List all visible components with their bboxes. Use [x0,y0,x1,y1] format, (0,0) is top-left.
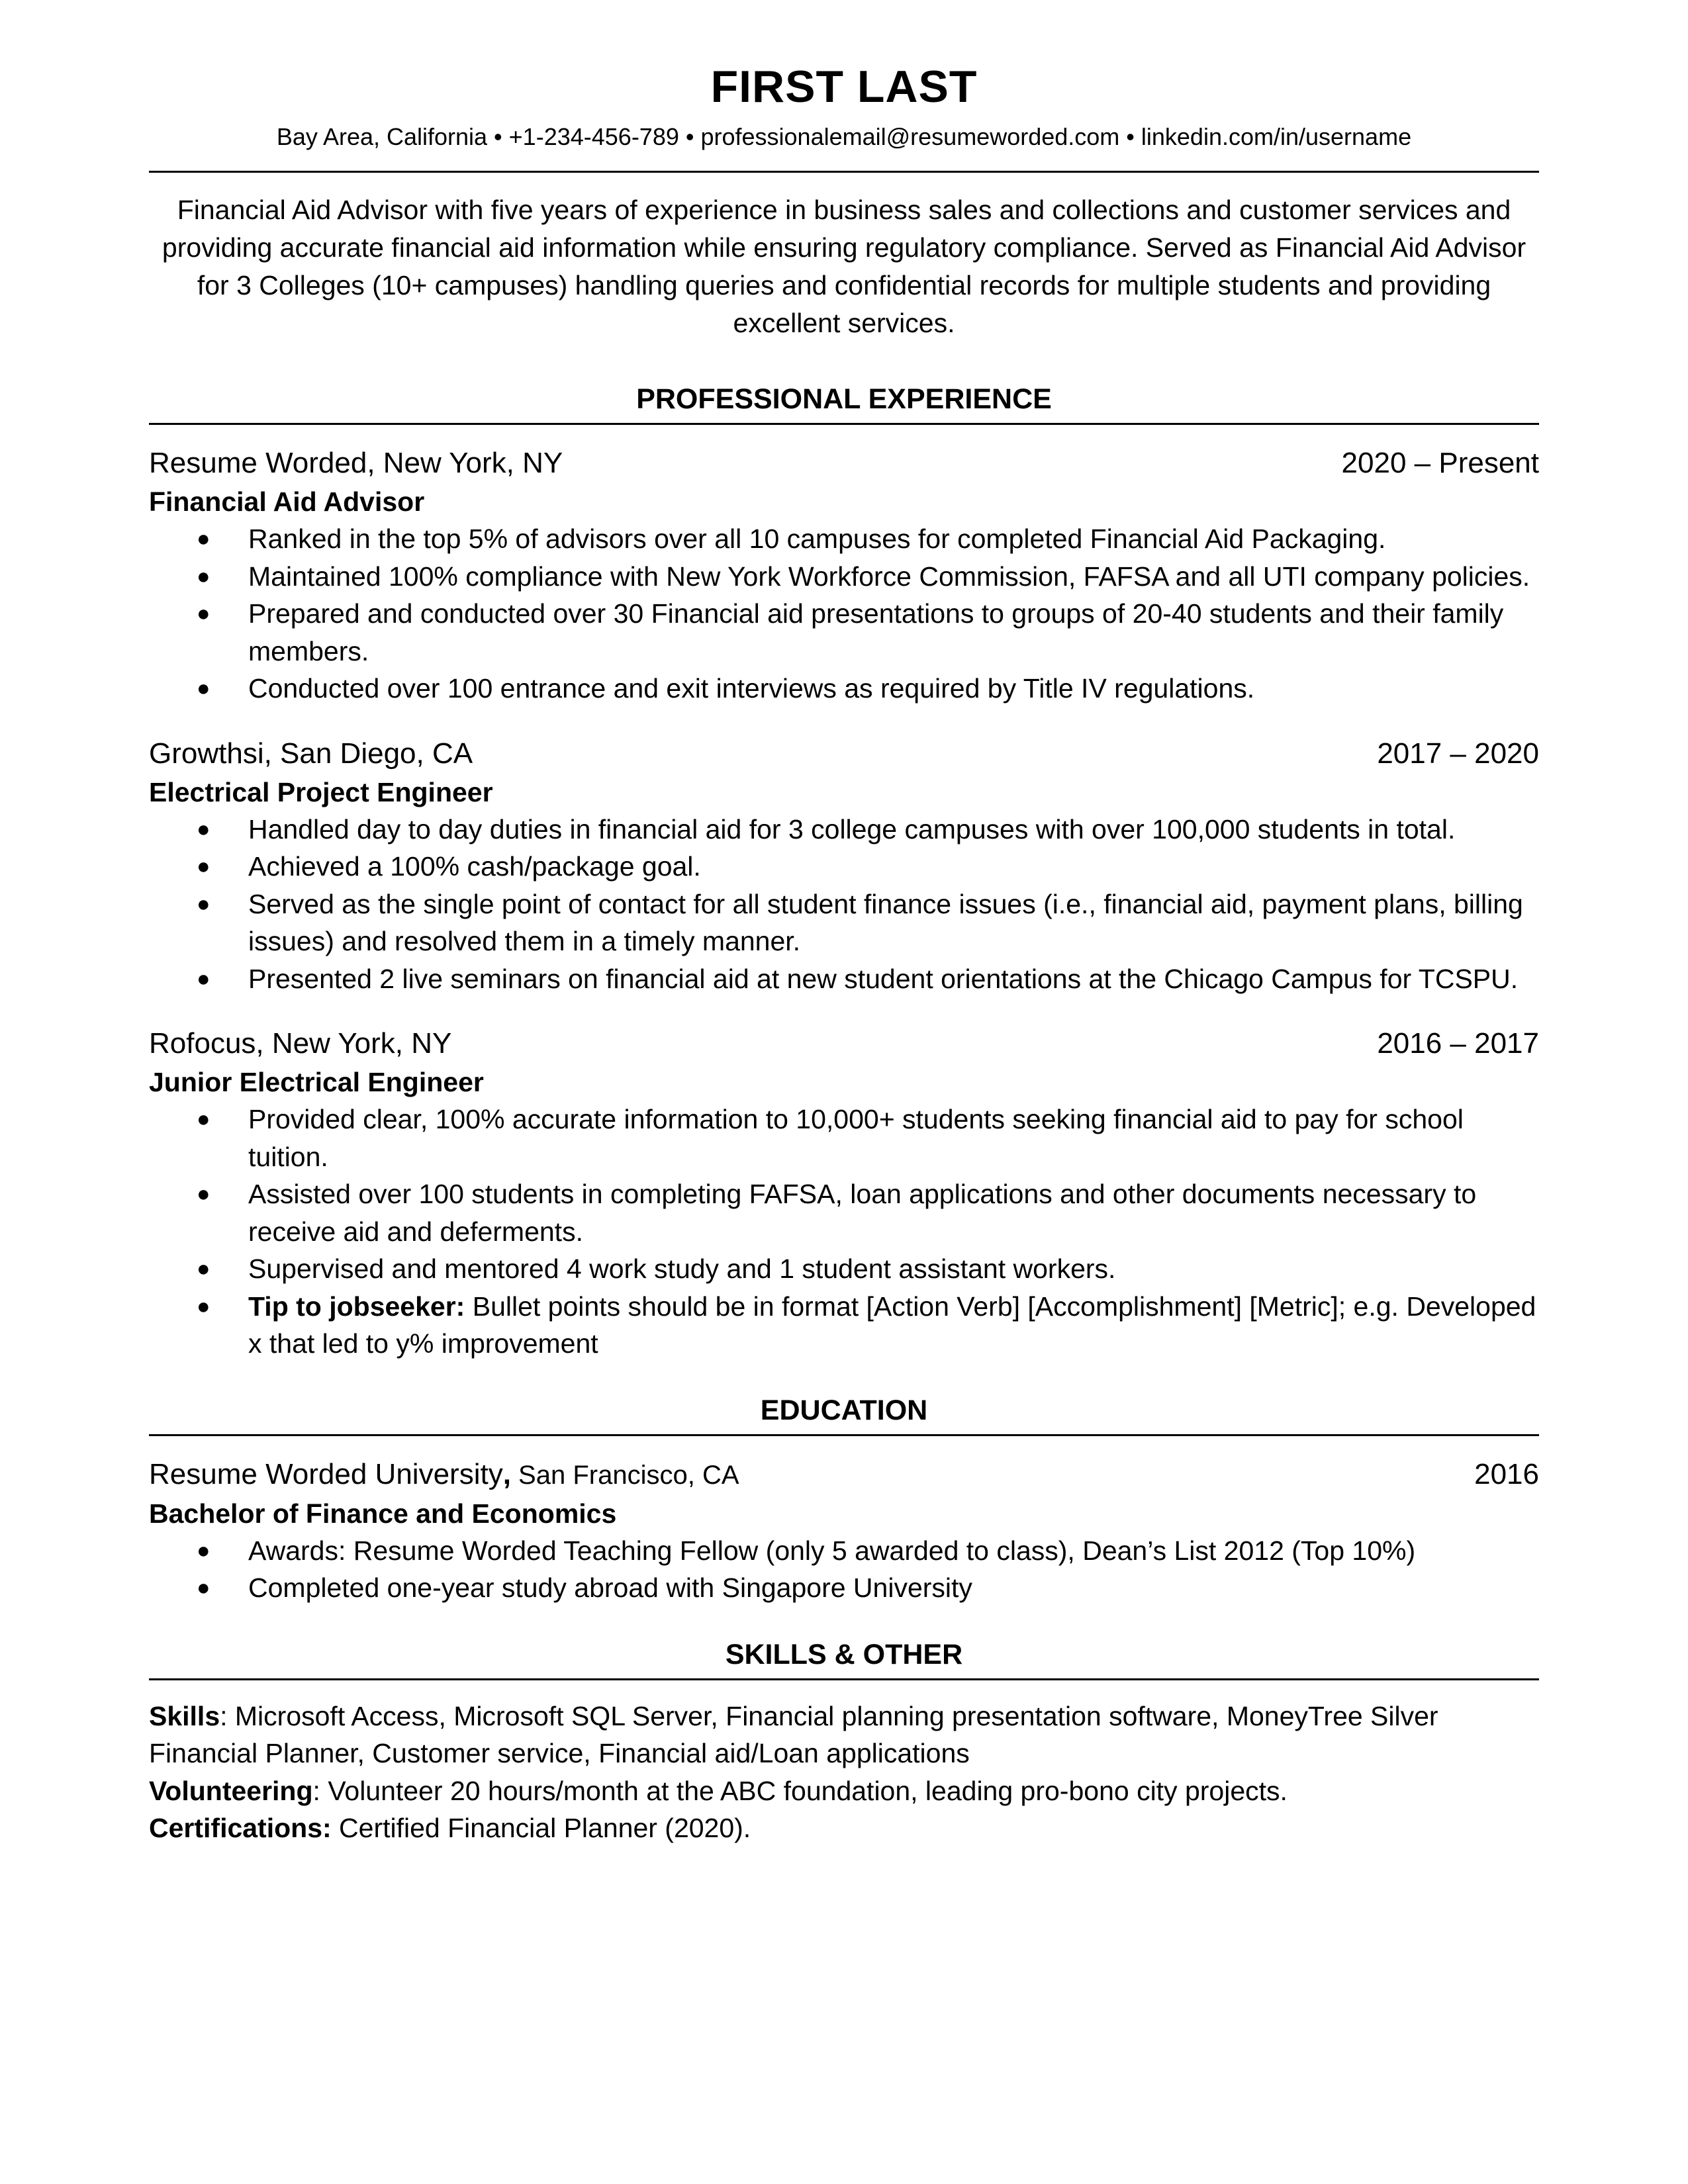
job-role: Electrical Project Engineer [149,776,493,807]
bullet-item: ● Served as the single point of contact for all student finance issues (i.e., financial aid, payment plans, billing issues) and resolved them in a timely manner. [149,886,1539,960]
bullet-icon: ● [197,816,211,842]
job-entry [149,443,1539,707]
school-location: San Francisco, CA [510,1460,739,1490]
bullet-icon: ● [197,891,211,917]
header-divider [149,171,1539,173]
job-dates: 2020 – Present [1341,447,1539,479]
bullet-item: ● Awards: Resume Worded Teaching Fellow (only 5 awarded to class), Dean’s List 2012 (Top 10%) [149,1532,1539,1570]
job-bullets [149,811,1539,998]
bullet-icon: ● [197,1107,211,1132]
graduation-year: 2016 [1474,1457,1539,1490]
job-header [149,734,1539,774]
bullet-item: ● Prepared and conducted over 30 Financial aid presentations to groups of 20-40 students and their family members. [149,595,1539,670]
education-header [149,1455,1539,1495]
school-line: Resume Worded University, San Francisco, CA [149,1457,739,1490]
section-divider [149,1678,1539,1680]
job-entry [149,1024,1539,1363]
job-company: Rofocus, New York, NY [149,1027,452,1060]
job-entry [149,734,1539,998]
school-name: Resume Worded University [149,1457,503,1490]
bullet-icon: ● [197,676,211,701]
degree: Bachelor of Finance and Economics [149,1498,617,1529]
skills-label: Skills [149,1700,220,1731]
job-company: Growthsi, San Diego, CA [149,737,473,770]
tip-bullet [149,1288,1539,1363]
job-bullets [149,520,1539,707]
volunteering-label: Volunteering [149,1775,313,1806]
bullet-item: ● Supervised and mentored 4 work study and 1 student assistant workers. [149,1250,1539,1288]
bullet-icon: ● [197,1293,211,1319]
certifications-line: Certifications: Certified Financial Planner (2020). [149,1813,751,1843]
section-title-experience: PROFESSIONAL EXPERIENCE [636,383,1052,415]
tip-label: Tip to jobseeker: [248,1291,465,1322]
bullet-icon: ● [197,854,211,879]
bullet-item: ● Achieved a 100% cash/package goal. [149,848,1539,886]
bullet-item: ● Ranked in the top 5% of advisors over all 10 campuses for completed Financial Aid Packaging. [149,520,1539,558]
job-company: Resume Worded, New York, NY [149,447,563,479]
section-title-education: EDUCATION [760,1394,928,1426]
skills-line: Skills: Microsoft Access, Microsoft SQL Server, Financial planning presentation software, MoneyTree Silver Financial Planner, Customer service, Financial aid/Loan applications [149,1700,1438,1768]
bullet-item: ● Provided clear, 100% accurate information to 10,000+ students seeking financial aid to pay for school tuition. [149,1101,1539,1175]
bullet-icon: ● [197,1256,211,1281]
job-bullets [149,1101,1539,1363]
bullet-item: ● Assisted over 100 students in completing FAFSA, loan applications and other documents necessary to receive aid and deferments. [149,1175,1539,1250]
bullet-item: ● Completed one-year study abroad with Singapore University [149,1569,1539,1607]
bullet-icon: ● [197,1575,211,1600]
bullet-item: ● Maintained 100% compliance with New York Workforce Commission, FAFSA and all UTI company policies. [149,558,1539,596]
summary-paragraph: Financial Aid Advisor with five years of experience in business sales and collections and customer services and providing accurate financial aid information while ensuring regulatory compliance. Served as Financial Aid Advisor for 3 Colleges (10+ campuses) handling queries and confidential records for multiple students and providing excellent services. [162,195,1526,338]
job-role: Financial Aid Advisor [149,486,425,517]
bullet-item: ● Handled day to day duties in financial aid for 3 college campuses with over 100,000 students in total. [149,811,1539,848]
bullet-icon: ● [197,966,211,991]
bullet-icon: ● [197,601,211,626]
job-role: Junior Electrical Engineer [149,1067,484,1097]
job-dates: 2016 – 2017 [1377,1027,1539,1060]
bullet-icon: ● [197,1181,211,1206]
volunteering-line: Volunteering: Volunteer 20 hours/month at the ABC foundation, leading pro-bono city projects. [149,1775,1288,1806]
bullet-item: ● Conducted over 100 entrance and exit interviews as required by Title IV regulations. [149,670,1539,707]
certifications-label: Certifications: [149,1813,332,1843]
job-dates: 2017 – 2020 [1377,737,1539,770]
section-divider [149,1434,1539,1436]
job-header [149,443,1539,483]
bullet-icon: ● [197,1537,211,1563]
section-divider [149,423,1539,425]
tip-text: Bullet points should be in format [Action Verb] [Accomplishment] [Metric]; e.g. Developed x that led to y% improvement [248,1291,1536,1359]
skills-block [149,1698,1539,1847]
education-entry [149,1455,1539,1607]
education-bullets [149,1532,1539,1607]
bullet-icon: ● [197,526,211,551]
job-header [149,1024,1539,1064]
resume-page [149,58,1539,1847]
candidate-name: FIRST LAST [710,62,978,112]
section-title-skills: SKILLS & OTHER [725,1638,963,1670]
bullet-icon: ● [197,563,211,589]
bullet-item: ● Presented 2 live seminars on financial aid at new student orientations at the Chicago Campus for TCSPU. [149,960,1539,998]
contact-line: Bay Area, California • +1-234-456-789 • professionalemail@resumeworded.com • linkedin.com/in/username [276,123,1412,150]
